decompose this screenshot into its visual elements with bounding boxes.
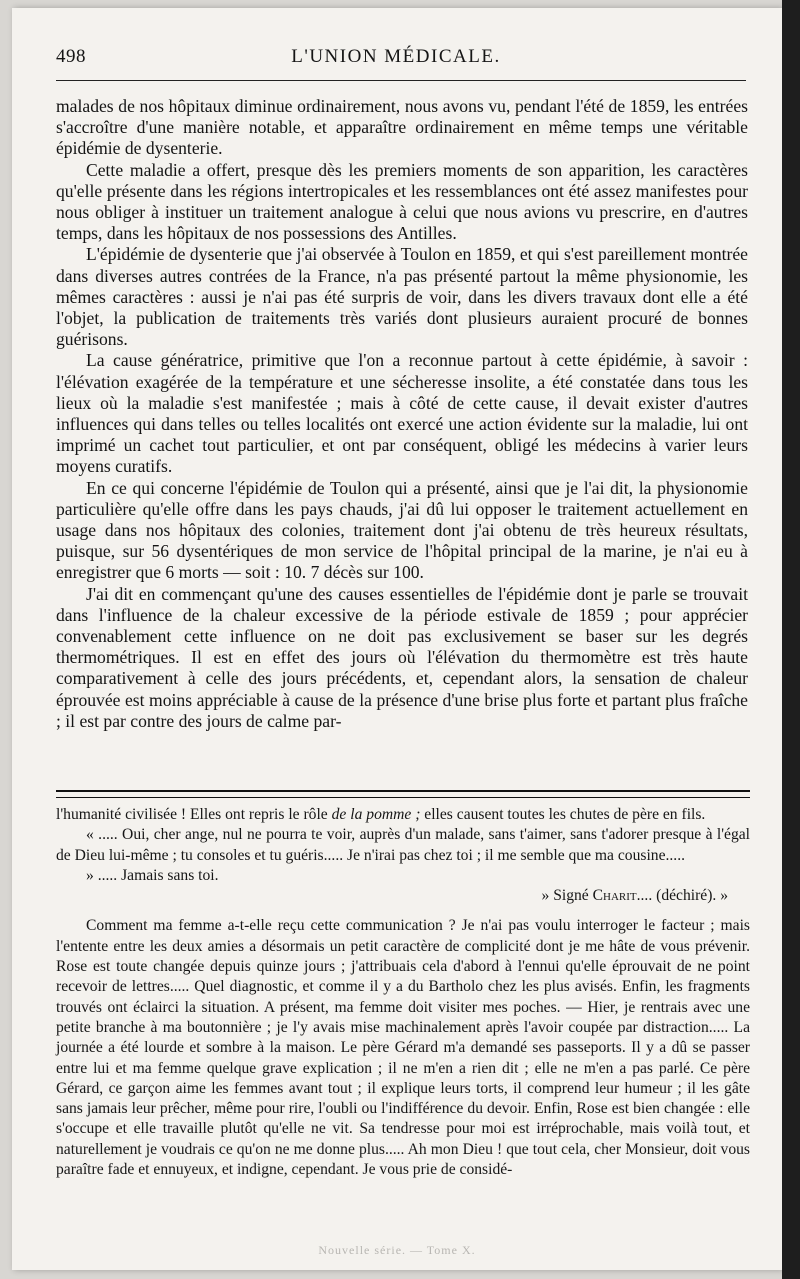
scan-edge [782, 0, 800, 1279]
running-title: L'UNION MÉDICALE. [291, 46, 501, 67]
article-paragraph: malades de nos hôpitaux diminue ordinairement, nous avons vu, pendant l'été de 1859, les entrées s'accroître d'une manière notable, et apparaître ordinairement en même temps une véritable épidémie de dysenterie. [56, 96, 748, 159]
feuilleton-section [56, 805, 750, 1180]
signature-name: Charit.... [592, 887, 653, 905]
signature-mark: Nouvelle série. — Tome X. [318, 1243, 476, 1257]
feuilleton-divider [56, 790, 750, 798]
letter-quote-end: » ..... Jamais sans toi. [86, 866, 219, 884]
article-body [56, 96, 748, 732]
feuilleton-narrative: Comment ma femme a-t-elle reçu cette communication ? Je n'ai pas voulu interroger le facteur ; mais l'entente entre les deux amies a désormais un petit caractère de complicité dont je me hâte de vous prévenir. Rose est toute changée depuis quinze jours ; j'attribuais cela d'abord à l'ennui qu'elle éprouvait de ne point recevoir de lettres..... Quel diagnostic, et comme il y a du Bartholo chez les plus avisés. Enfin, les fragments trouvés ont éclairci la situation. A présent, ma femme doit visiter mes poches. — Hier, je rentrais avec une petite branche à ma boutonnière ; je l'y avais mise machinalement après l'avoir coupée par distraction..... La journée a été lourde et sombre à la maison. Le père Gérard m'a demandé ses passeports. Il y a dû se passer entre lui et ma femme quelque grave explication ; il ne m'en a rien dit ; elle ne m'en a pas parlé. Ce père Gérard, ce garçon aime les femmes avant tout ; il explique leurs torts, il comprend leur humeur ; il les gâte sans jamais leur prêcher, même pour rire, l'oubli ou l'indifférence du devoir. Enfin, Rose est bien changée : elle s'occupe et elle travaille plutôt qu'elle ne vit. Sa tendresse pour moi est irréprochable, mais voilà tout, et naturellement je voudrais ce qu'on ne me donne plus..... Ah mon Dieu ! que tout cela, cher Monsieur, doit vous paraître fade et ennuyeux, et indigne, cependant. Je vous prie de considé- [56, 917, 750, 1179]
page-number: 498 [56, 46, 86, 67]
signature-suffix: (déchiré). » [652, 887, 728, 905]
article-paragraph: En ce qui concerne l'épidémie de Toulon qui a présenté, ainsi que je l'ai dit, la physionomie particulière qu'elle offre dans les pays chauds, j'ai dû lui opposer le traitement actuellement en usage dans nos hôpitaux des colonies, traitement dont j'ai obtenu de très heureux résultats, puisque, sur 56 dysentériques de mon service de l'hôpital principal de la marine, je n'ai eu à enregistrer que 6 morts — soit : 10. 7 décès sur 100. [56, 477, 748, 583]
letter-quote: « ..... Oui, cher ange, nul ne pourra te voir, auprès d'un malade, sans t'aimer, sans t'adorer presque à l'égal de Dieu lui-même ; tu consoles et tu guéris..... Je n'irai pas chez toi ; il me semble que ma cousine..... [56, 826, 750, 864]
header-rule [56, 80, 746, 81]
article-paragraph: J'ai dit en commençant qu'une des causes essentielles de l'épidémie dont je parle se trouvait dans l'influence de la chaleur excessive de la période estivale de 1859 ; pour apprécier convenablement cette influence on ne doit pas exclusivement se baser sur les degrés thermométriques. Il est en effet des jours où l'élévation du thermomètre est très haute comparativement à celle des jours précédents, et, cependant alors, la sensation de chaleur éprouvée est moins appréciable à cause de la présence d'une brise plus forte et partant plus fraîche ; il est par contre des jours de calme par- [56, 583, 748, 731]
feuilleton-lead [56, 805, 750, 825]
journal-page [12, 8, 782, 1270]
article-paragraph: L'épidémie de dysenterie que j'ai observée à Toulon en 1859, et qui s'est pareillement montrée dans diverses autres contrées de la France, n'a pas présenté partout la même physionomie, les mêmes caractères : aussi je n'ai pas été surpris de voir, dans les divers travaux dont elle a été l'objet, la publication de traitements très variés dont plusieurs auraient procuré de bonnes guérisons. [56, 244, 748, 350]
article-paragraph: Cette maladie a offert, presque dès les premiers moments de son apparition, les caractères qu'elle présente dans les régions intertropicales et les ressemblances ont été assez manifestes pour nous obliger à instituer un traitement analogue à celui que nous avions vu prescrire, en d'autres temps, dans les hôpitaux de nos possessions des Antilles. [56, 159, 748, 244]
feuilleton-lead-italic: de la pomme ; [331, 806, 421, 823]
feuilleton-lead-text-end: elles causent toutes les chutes de père en fils. [420, 806, 706, 823]
signature-prefix: » Signé [541, 887, 593, 905]
article-paragraph: La cause génératrice, primitive que l'on a reconnue partout à cette épidémie, à savoir : l'élévation exagérée de la température et une sécheresse insolite, a été constatée dans tous les lieux où la maladie s'est manifestée ; mais à côté de cette cause, il devait exister d'autres influences qui dans telles ou telles localités ont exercé une action évidente sur la maladie, lui ont imprimé un cachet tout particulier, et ont par conséquent, obligé les médecins à varier leurs moyens curatifs. [56, 350, 748, 477]
letter-signature [56, 886, 750, 906]
feuilleton-lead-text: l'humanité civilisée ! Elles ont repris le rôle [56, 806, 332, 823]
